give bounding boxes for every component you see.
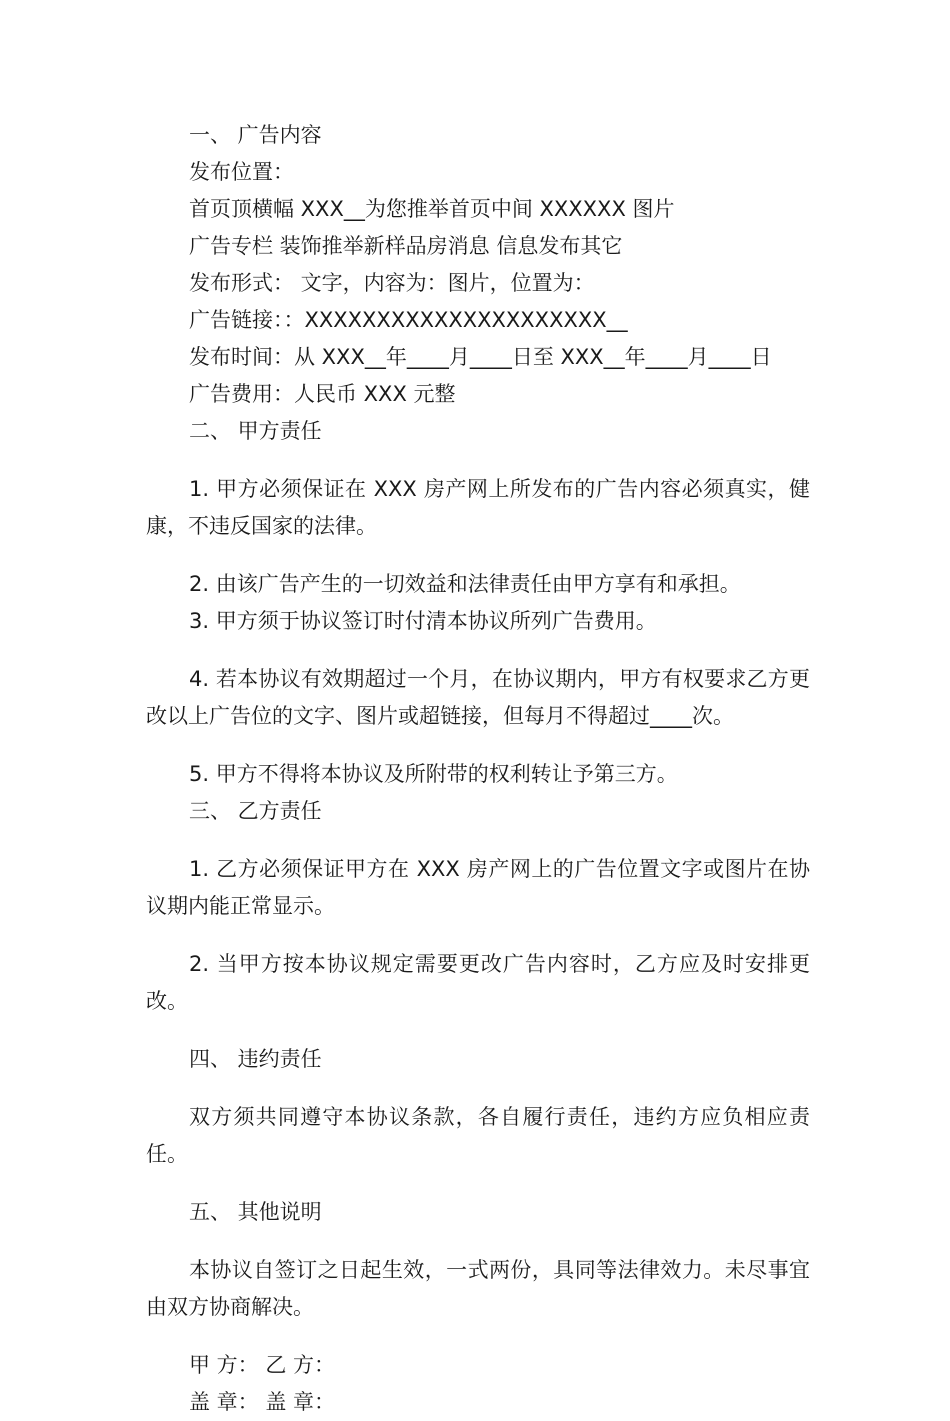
publish-location-homepage: 首页顶横幅 XXX__为您推举首页中间 XXXXXX 图片 (189, 197, 675, 221)
publish-time: 发布时间：从 XXX__年____月____日至 XXX__年____月____日 (189, 345, 772, 369)
publish-location-column: 广告专栏 装饰推举新样品房消息 信息发布其它 (189, 234, 623, 258)
party-a-clause-5: 5. 甲方不得将本协议及所附带的权利转让予第三方。 (189, 762, 678, 786)
signature-parties: 甲 方： 乙 方： (189, 1353, 336, 1377)
party-a-clause-1: 1. 甲方必须保证在 XXX 房产网上所发布的广告内容必须真实，健康，不违反国家的法律。 (146, 477, 810, 538)
party-b-clause-2: 2. 当甲方按本协议规定需要更改广告内容时，乙方应及时安排更改。 (146, 952, 810, 1013)
section-heading-1: 一、 广告内容 (189, 123, 322, 147)
ad-link: 广告链接：：XXXXXXXXXXXXXXXXXXXXX__ (189, 308, 628, 332)
publish-location-label: 发布位置： (189, 160, 294, 184)
section-heading-3: 三、 乙方责任 (189, 799, 322, 823)
other-notes: 本协议自签订之日起生效，一式两份，具同等法律效力。未尽事宜由双方协商解决。 (146, 1258, 810, 1319)
ad-fee: 广告费用：人民币 XXX 元整 (189, 382, 456, 406)
signature-seals: 盖 章： 盖 章： (189, 1390, 336, 1414)
document-body (146, 117, 810, 1421)
section-heading-4: 四、 违约责任 (189, 1047, 322, 1071)
section-heading-2: 二、 甲方责任 (189, 419, 322, 443)
breach-clause: 双方须共同遵守本协议条款，各自履行责任，违约方应负相应责任。 (146, 1105, 810, 1166)
section-heading-5: 五、 其他说明 (189, 1200, 322, 1224)
party-b-clause-1: 1. 乙方必须保证甲方在 XXX 房产网上的广告位置文字或图片在协议期内能正常显示。 (146, 857, 810, 918)
party-a-clause-4: 4. 若本协议有效期超过一个月，在协议期内，甲方有权要求乙方更改以上广告位的文字、图片或超链接，但每月不得超过____次。 (146, 667, 810, 728)
party-a-clause-3: 3. 甲方须于协议签订时付清本协议所列广告费用。 (189, 609, 657, 633)
publish-form: 发布形式： 文字，内容为：图片，位置为： (189, 271, 595, 295)
party-a-clause-2: 2. 由该广告产生的一切效益和法律责任由甲方享有和承担。 (189, 572, 741, 596)
